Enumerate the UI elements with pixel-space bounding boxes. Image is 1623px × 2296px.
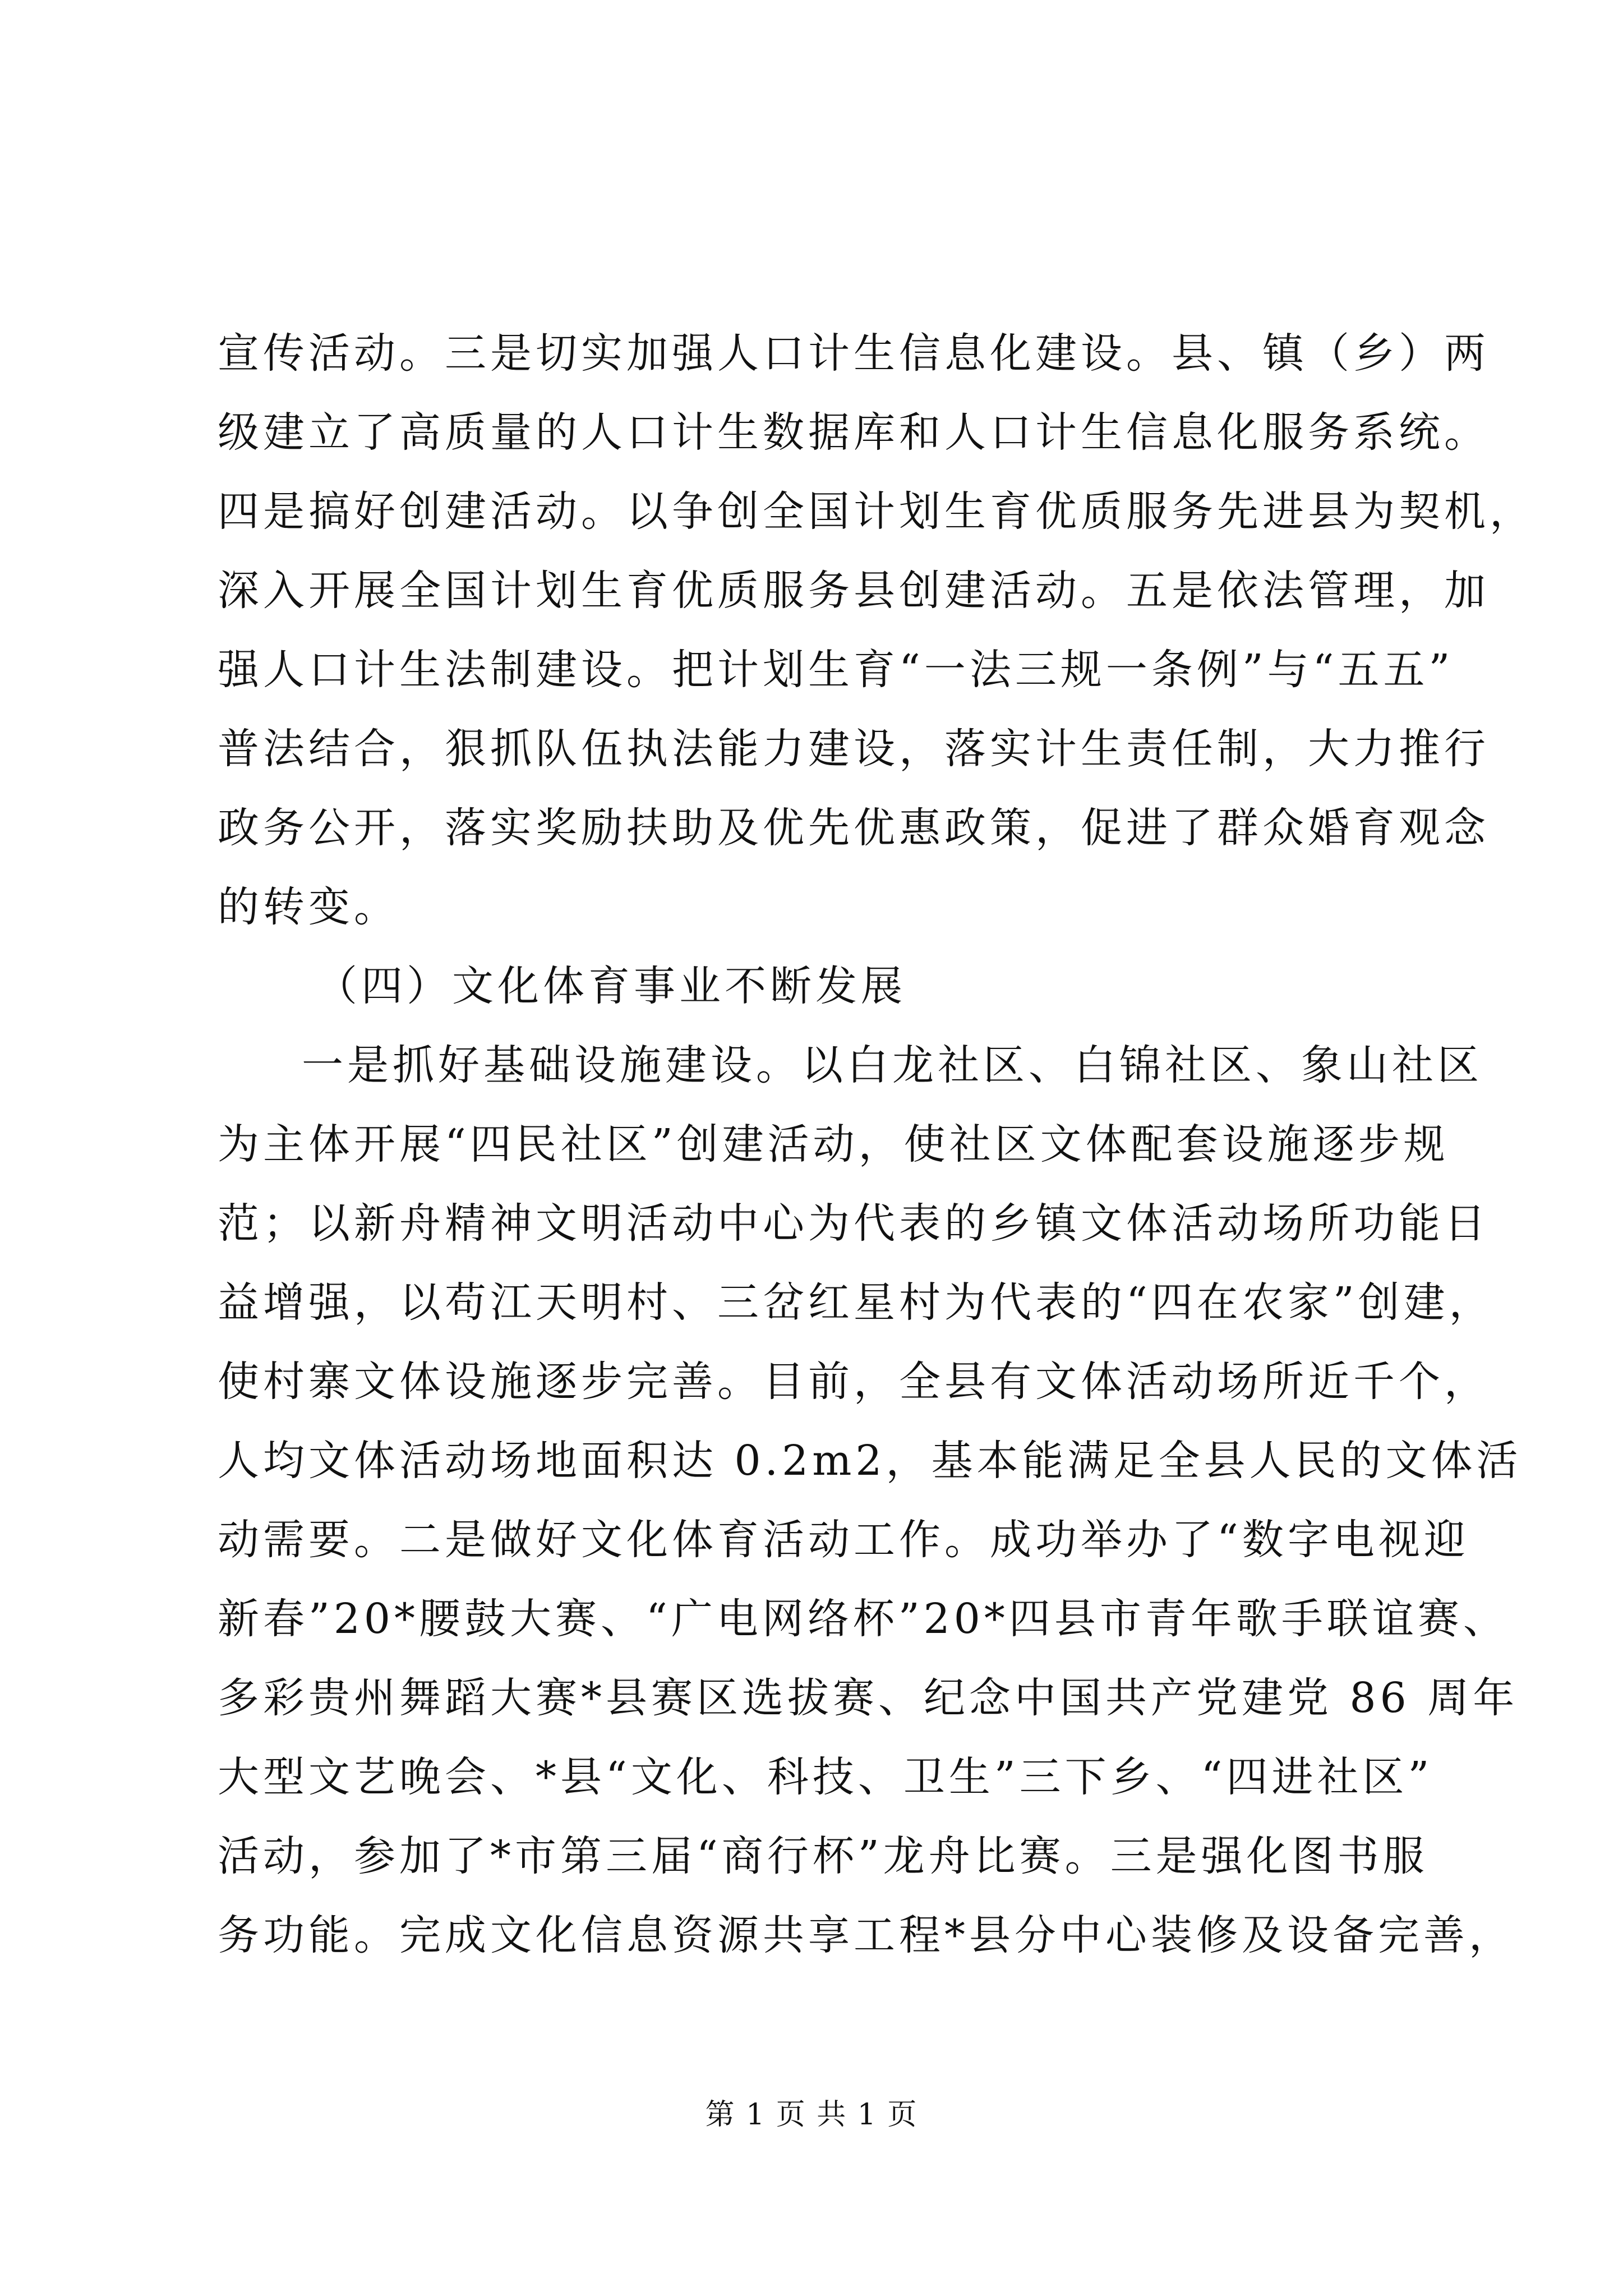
paragraph-line: 的转变。 (218, 883, 399, 931)
paragraph-line: 动需要。二是做好文化体育活动工作。成功举办了“数字电视迎 (218, 1516, 1469, 1564)
paragraph-line: 多彩贵州舞蹈大赛*县赛区选拔赛、纪念中国共产党建党 86 周年 (218, 1674, 1519, 1722)
paragraph-line: 宣传活动。三是切实加强人口计生信息化建设。县、镇（乡）两 (218, 329, 1490, 378)
page-footer: 第 1 页 共 1 页 (705, 2098, 918, 2132)
paragraph-line: 活动，参加了*市第三届“商行杯”龙舟比赛。三是强化图书服 (218, 1832, 1428, 1880)
paragraph-line: 使村寨文体设施逐步完善。目前，全县有文体活动场所近千个， (218, 1358, 1490, 1406)
paragraph-line: 务功能。完成文化信息资源共享工程*县分中心装修及设备完善， (218, 1911, 1514, 1959)
paragraph-line: 级建立了高质量的人口计生数据库和人口计生信息化服务系统。 (218, 408, 1490, 457)
paragraph-line: 范；以新舟精神文明活动中心为代表的乡镇文体活动场所功能日 (218, 1199, 1490, 1248)
paragraph-line: 人均文体活动场地面积达 0.2m2，基本能满足全县人民的文体活 (218, 1437, 1522, 1485)
paragraph-line: 大型文艺晚会、*县“文化、科技、卫生”三下乡、“四进社区” (218, 1753, 1433, 1801)
paragraph-line: 益增强，以苟江天明村、三岔红星村为代表的“四在农家”创建， (218, 1278, 1495, 1327)
paragraph-line: 一是抓好基础设施建设。以白龙社区、白锦社区、象山社区 (302, 1041, 1483, 1089)
section-heading: （四）文化体育事业不断发展 (316, 962, 906, 1010)
paragraph-line: 为主体开展“四民社区”创建活动，使社区文体配套设施逐步规 (218, 1120, 1449, 1168)
paragraph-line: 政务公开，落实奖励扶助及优先优惠政策，促进了群众婚育观念 (218, 804, 1490, 852)
paragraph-line: 普法结合，狠抓队伍执法能力建设，落实计生责任制，大力推行 (218, 725, 1490, 773)
paragraph-line: 强人口计生法制建设。把计划生育“一法三规一条例”与“五五” (218, 646, 1454, 694)
paragraph-line: 深入开展全国计划生育优质服务县创建活动。五是依法管理，加 (218, 567, 1490, 615)
paragraph-line: 四是搞好创建活动。以争创全国计划生育优质服务先进县为契机， (218, 487, 1535, 536)
paragraph-line: 新春”20*腰鼓大赛、“广电网络杯”20*四县市青年歌手联谊赛、 (218, 1595, 1509, 1643)
document-body (218, 314, 1535, 1975)
